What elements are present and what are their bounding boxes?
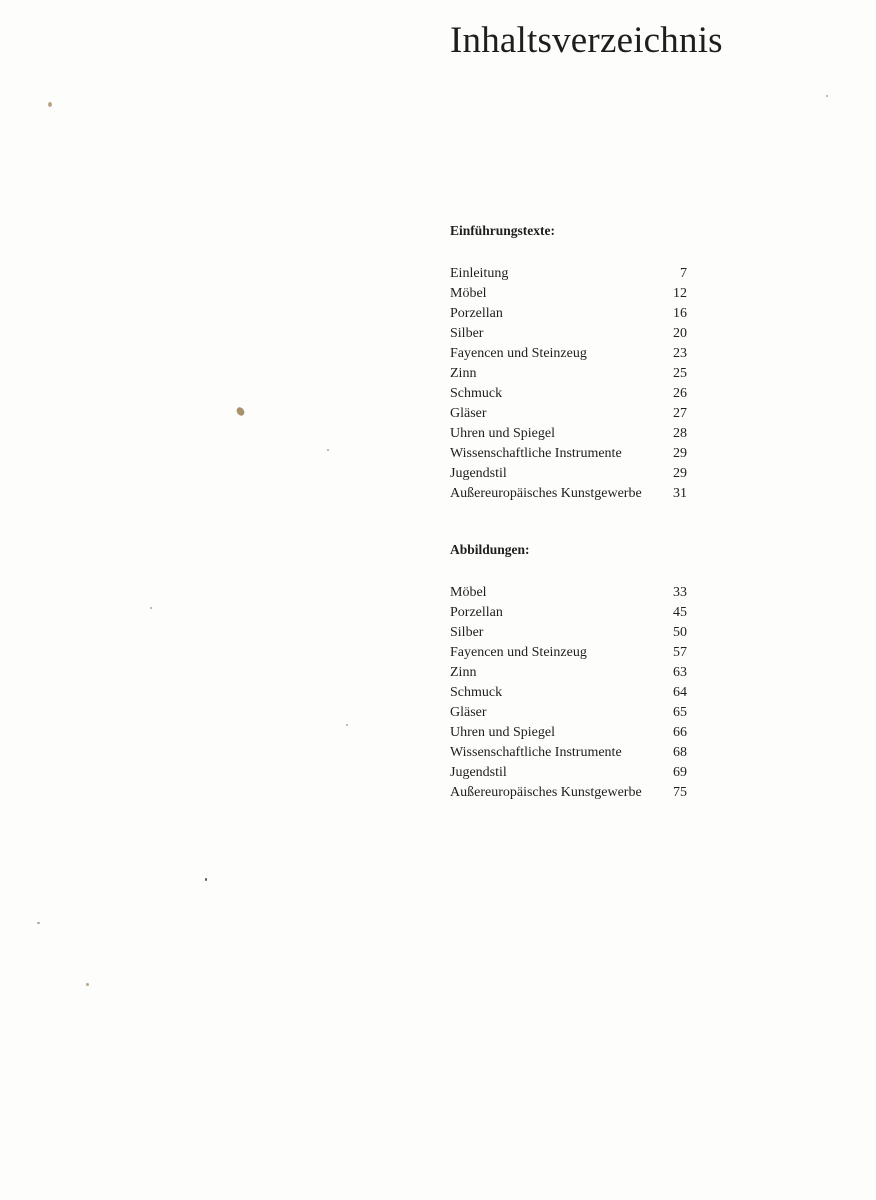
toc-entry	[450, 384, 687, 404]
toc-entry	[450, 663, 687, 683]
toc-entry	[450, 404, 687, 424]
toc-entry-label: Fayencen und Steinzeug	[450, 346, 587, 361]
toc-entry	[450, 703, 687, 723]
toc-entry-label: Schmuck	[450, 685, 503, 700]
toc-entry	[450, 743, 687, 763]
toc-entry-page-number: 66	[673, 725, 687, 740]
toc-entry-label: Einleitung	[450, 266, 509, 281]
toc-entry-page-number: 65	[673, 705, 687, 720]
toc-entry-page-number: 75	[673, 785, 687, 800]
toc-entry-label: Porzellan	[450, 306, 503, 321]
toc-entry-label: Fayencen und Steinzeug	[450, 645, 587, 660]
toc-entry-page-number: 69	[673, 765, 687, 780]
toc-entry	[450, 643, 687, 663]
toc-entry-label: Gläser	[450, 705, 487, 720]
toc-section-introductory-texts	[450, 222, 687, 504]
section-heading: Einführungstexte:	[450, 223, 556, 238]
toc-entry-label: Schmuck	[450, 386, 503, 401]
toc-entry-page-number: 29	[673, 466, 687, 481]
toc-entry-page-number: 27	[673, 406, 687, 421]
toc-entry-page-number: 45	[673, 605, 687, 620]
toc-entry-page-number: 57	[673, 645, 687, 660]
paper-speck	[48, 102, 52, 107]
toc-entry	[450, 484, 687, 504]
toc-list	[450, 264, 687, 504]
toc-entry	[450, 364, 687, 384]
paper-speck	[86, 983, 89, 986]
paper-speck	[37, 922, 40, 924]
toc-entry-page-number: 7	[680, 266, 687, 281]
toc-entry-label: Silber	[450, 625, 484, 640]
toc-entry-label: Wissenschaftliche Instrumente	[450, 446, 622, 461]
toc-entry	[450, 444, 687, 464]
paper-speck	[150, 607, 152, 609]
toc-entry-label: Silber	[450, 326, 484, 341]
toc-entry-label: Jugendstil	[450, 466, 507, 481]
toc-entry	[450, 464, 687, 484]
toc-entry	[450, 304, 687, 324]
toc-entry-label: Wissenschaftliche Instrumente	[450, 745, 622, 760]
toc-entry-label: Außereuropäisches Kunstgewerbe	[450, 785, 642, 800]
toc-section-illustrations	[450, 541, 687, 803]
toc-entry-label: Außereuropäisches Kunstgewerbe	[450, 486, 642, 501]
page-title: Inhaltsverzeichnis	[450, 20, 723, 61]
toc-entry-page-number: 12	[673, 286, 687, 301]
paper-speck	[205, 878, 207, 881]
toc-entry-page-number: 26	[673, 386, 687, 401]
toc-entry-page-number: 23	[673, 346, 687, 361]
paper-speck	[346, 724, 348, 726]
toc-entry-page-number: 31	[673, 486, 687, 501]
toc-entry-label: Uhren und Spiegel	[450, 426, 555, 441]
toc-entry	[450, 683, 687, 703]
toc-entry	[450, 344, 687, 364]
toc-entry	[450, 763, 687, 783]
toc-entry	[450, 424, 687, 444]
section-heading: Abbildungen:	[450, 542, 530, 557]
toc-entry	[450, 264, 687, 284]
toc-entry-page-number: 16	[673, 306, 687, 321]
toc-entry	[450, 583, 687, 603]
toc-entry-page-number: 63	[673, 665, 687, 680]
toc-entry-label: Zinn	[450, 366, 477, 381]
toc-entry-label: Möbel	[450, 286, 487, 301]
toc-entry-label: Uhren und Spiegel	[450, 725, 555, 740]
toc-entry-label: Gläser	[450, 406, 487, 421]
toc-entry-label: Zinn	[450, 665, 477, 680]
toc-entry-label: Jugendstil	[450, 765, 507, 780]
toc-entry	[450, 723, 687, 743]
toc-entry-label: Möbel	[450, 585, 487, 600]
toc-list	[450, 583, 687, 803]
toc-entry-label: Porzellan	[450, 605, 503, 620]
toc-entry	[450, 284, 687, 304]
toc-entry-page-number: 29	[673, 446, 687, 461]
toc-entry-page-number: 33	[673, 585, 687, 600]
paper-speck	[826, 95, 828, 97]
toc-entry	[450, 623, 687, 643]
toc-entry	[450, 783, 687, 803]
toc-entry-page-number: 28	[673, 426, 687, 441]
toc-entry-page-number: 68	[673, 745, 687, 760]
toc-entry	[450, 603, 687, 623]
paper-speck	[235, 406, 246, 417]
toc-entry-page-number: 25	[673, 366, 687, 381]
toc-entry	[450, 324, 687, 344]
paper-speck	[327, 449, 329, 451]
toc-entry-page-number: 64	[673, 685, 687, 700]
toc-entry-page-number: 20	[673, 326, 687, 341]
toc-entry-page-number: 50	[673, 625, 687, 640]
